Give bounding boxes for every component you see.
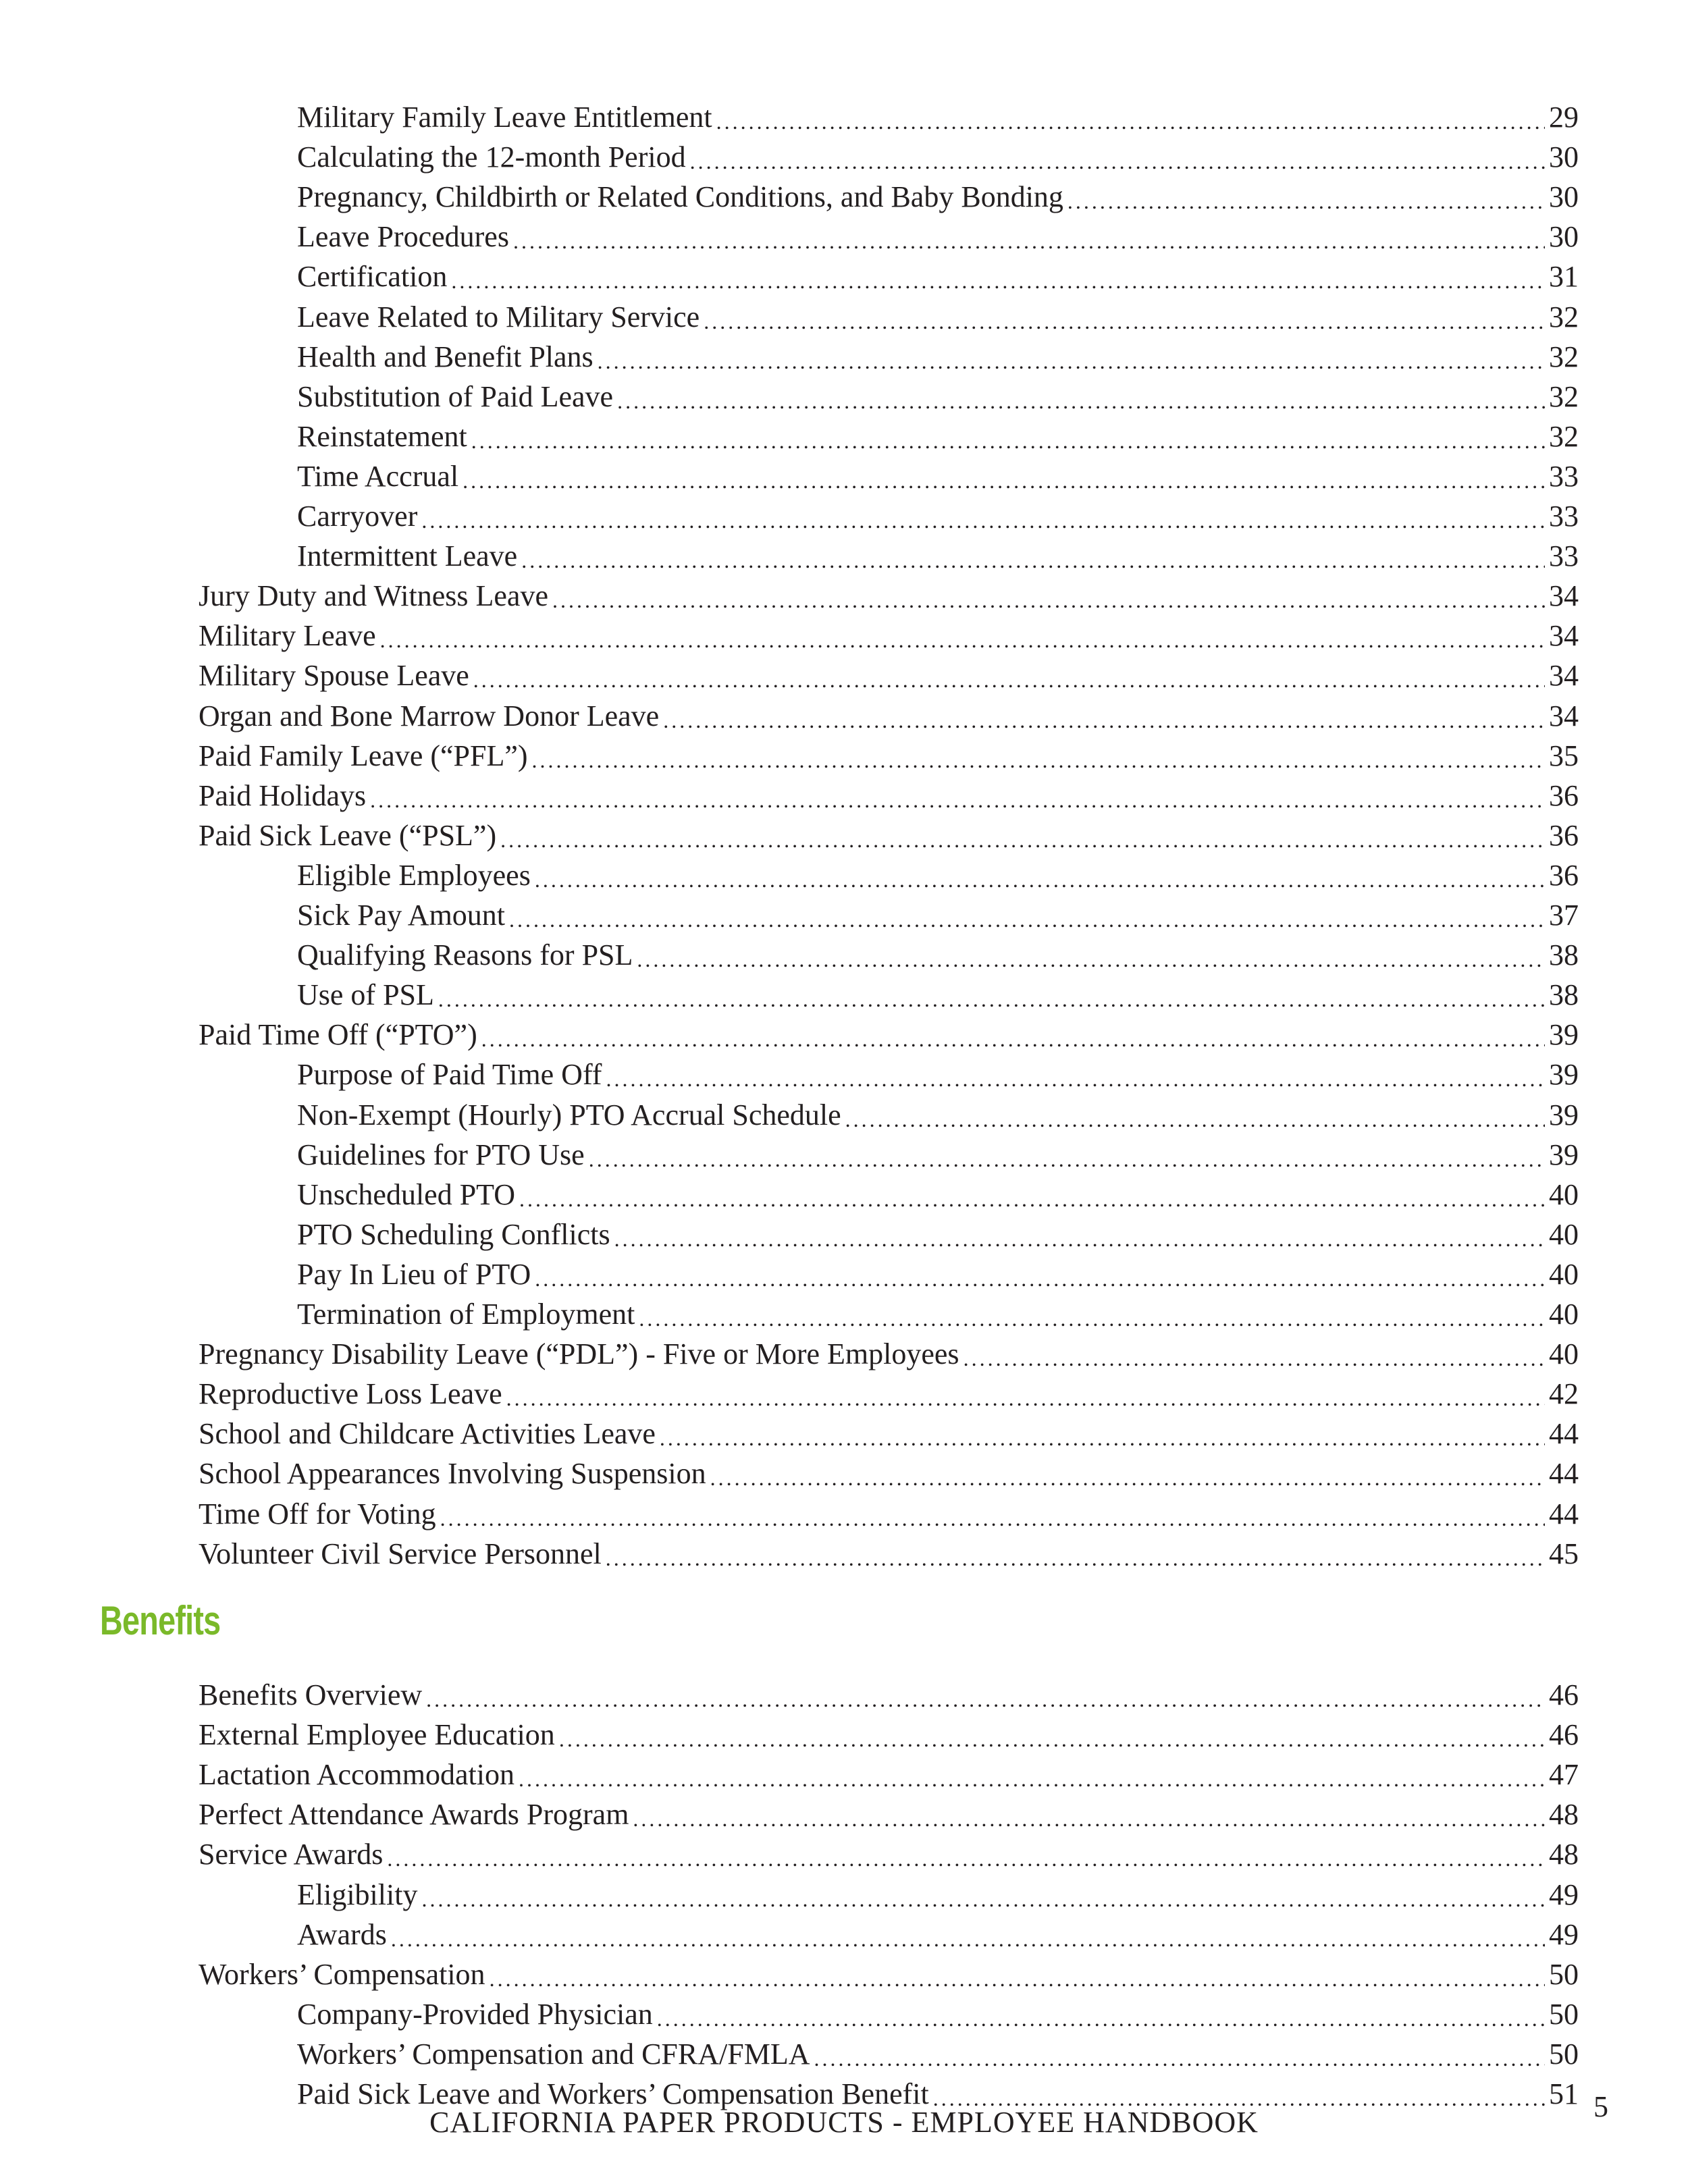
dot-leader: [845, 1109, 1545, 1130]
toc-entry[interactable]: [0, 650, 1579, 691]
toc-entry-page: 40: [1549, 1177, 1579, 1211]
toc-entry-page: 34: [1549, 579, 1579, 613]
toc-entry-page: 44: [1549, 1417, 1579, 1451]
toc-entry-label: Purpose of Paid Time Off: [297, 1058, 602, 1092]
toc-entry-page: 31: [1549, 260, 1579, 294]
toc-entry[interactable]: [0, 132, 1579, 172]
dot-leader: [471, 430, 1545, 452]
toc-entry-page: 32: [1549, 340, 1579, 373]
toc-entry[interactable]: [0, 1989, 1579, 2029]
dot-leader: [438, 988, 1545, 1010]
dot-leader: [380, 629, 1545, 651]
toc-entry-page: 30: [1549, 140, 1579, 174]
toc-entry[interactable]: [0, 1909, 1579, 1950]
toc-entry-label: Non-Exempt (Hourly) PTO Accrual Schedule: [297, 1098, 841, 1131]
toc-entry-label: Paid Holidays: [199, 778, 367, 812]
dot-leader: [519, 1188, 1545, 1210]
dot-leader: [532, 749, 1545, 771]
toc-entry[interactable]: [0, 1949, 1579, 1990]
dot-leader: [421, 1888, 1545, 1910]
toc-entry[interactable]: [0, 331, 1579, 372]
toc-entry[interactable]: [0, 1709, 1579, 1750]
toc-entry-page: 34: [1549, 659, 1579, 693]
toc-entry[interactable]: [0, 1448, 1579, 1489]
toc-entry[interactable]: [0, 171, 1579, 212]
toc-entry-page: 50: [1549, 2037, 1579, 2071]
dot-leader: [490, 1968, 1545, 1990]
toc-entry-label: Calculating the 12-month Period: [297, 140, 686, 174]
toc-entry-label: Perfect Attendance Awards Program: [199, 1798, 629, 1832]
toc-entry[interactable]: [0, 92, 1579, 132]
toc-entry[interactable]: [0, 969, 1579, 1010]
toc-entry-label: Paid Sick Leave and Workers’ Compensation Benefit: [297, 2077, 929, 2110]
toc-entry-page: 39: [1549, 1098, 1579, 1131]
dot-leader: [660, 1427, 1545, 1449]
toc-entry-page: 45: [1549, 1537, 1579, 1570]
toc-entry-page: 33: [1549, 459, 1579, 493]
dot-leader: [387, 1848, 1545, 1869]
toc-entry[interactable]: [0, 491, 1579, 531]
toc-entry-label: Workers’ Compensation: [199, 1957, 485, 1991]
toc-entry-label: Volunteer Civil Service Personnel: [199, 1537, 602, 1570]
toc-entry-page: 49: [1549, 1917, 1579, 1951]
dot-leader: [589, 1148, 1545, 1170]
toc-entry-page: 34: [1549, 699, 1579, 733]
toc-entry-label: Organ and Bone Marrow Donor Leave: [199, 699, 660, 733]
toc-entry[interactable]: [0, 1829, 1579, 1869]
toc-entry-page: 35: [1549, 739, 1579, 772]
dot-leader: [421, 510, 1545, 531]
dot-leader: [637, 949, 1545, 970]
toc-entry-page: 38: [1549, 978, 1579, 1012]
toc-entry-page: 30: [1549, 180, 1579, 214]
toc-entry[interactable]: [0, 691, 1579, 731]
toc-entry-label: Certification: [297, 260, 448, 294]
toc-entry-label: Military Leave: [199, 619, 376, 653]
toc-entry[interactable]: [0, 1090, 1579, 1130]
toc-entry-page: 46: [1549, 1718, 1579, 1752]
toc-entry-page: 33: [1549, 500, 1579, 533]
toc-entry[interactable]: [0, 1489, 1579, 1529]
toc-entry[interactable]: [0, 292, 1579, 332]
toc-entry-label: Military Spouse Leave: [199, 659, 469, 693]
toc-entry[interactable]: [0, 1749, 1579, 1790]
toc-entry[interactable]: [0, 930, 1579, 970]
dot-leader: [657, 2008, 1545, 2029]
toc-entry-label: Eligible Employees: [297, 858, 531, 892]
toc-entry-page: 39: [1549, 1138, 1579, 1171]
dot-leader: [690, 151, 1545, 172]
toc-entry-label: Paid Time Off (“PTO”): [199, 1018, 477, 1052]
toc-entry-label: Guidelines for PTO Use: [297, 1138, 585, 1171]
toc-entry-label: Reproductive Loss Leave: [199, 1377, 502, 1411]
toc-entry-label: Qualifying Reasons for PSL: [297, 938, 633, 972]
toc-entry-page: 49: [1549, 1877, 1579, 1911]
dot-leader: [535, 869, 1545, 890]
toc-entry-label: Time Off for Voting: [199, 1497, 436, 1530]
toc-entry-label: Leave Related to Military Service: [297, 300, 700, 334]
dot-leader: [1067, 190, 1545, 212]
toc-entry-page: 36: [1549, 778, 1579, 812]
dot-leader: [552, 589, 1545, 611]
toc-entry[interactable]: [0, 371, 1579, 412]
toc-entry-label: Awards: [297, 1917, 387, 1951]
dot-leader: [704, 311, 1545, 332]
dot-leader: [440, 1508, 1545, 1529]
toc-entry-page: 40: [1549, 1337, 1579, 1371]
toc-entry[interactable]: [0, 1329, 1579, 1369]
toc-entry-label: Reinstatement: [297, 419, 467, 453]
toc-entry-page: 48: [1549, 1838, 1579, 1871]
toc-entry-page: 30: [1549, 220, 1579, 254]
toc-entry-label: Intermittent Leave: [297, 539, 518, 573]
toc-entry[interactable]: [0, 1169, 1579, 1210]
toc-entry[interactable]: [0, 2029, 1579, 2069]
toc-entry[interactable]: [0, 1209, 1579, 1250]
toc-entry[interactable]: [0, 1528, 1579, 1569]
toc-entry[interactable]: [0, 1049, 1579, 1090]
toc-entry-page: 32: [1549, 300, 1579, 334]
toc-entry[interactable]: [0, 1408, 1579, 1449]
toc-entry-label: Eligibility: [297, 1877, 418, 1911]
toc-entry[interactable]: [0, 1869, 1579, 1910]
toc-entry-label: Company-Provided Physician: [297, 1997, 653, 2031]
toc-entry-label: Benefits Overview: [199, 1678, 423, 1711]
toc-entry-page: 42: [1549, 1377, 1579, 1411]
dot-leader: [513, 230, 1545, 252]
toc-entry[interactable]: [0, 1670, 1579, 1710]
dot-leader: [451, 270, 1545, 292]
toc-entry[interactable]: [0, 2069, 1579, 2109]
toc-entry-label: School Appearances Involving Suspension: [199, 1457, 706, 1491]
dot-leader: [509, 909, 1545, 930]
toc-entry[interactable]: [0, 1009, 1579, 1050]
toc-entry[interactable]: [0, 770, 1579, 811]
dot-leader: [473, 669, 1545, 691]
toc-entry[interactable]: [0, 211, 1579, 252]
toc-entry-page: 38: [1549, 938, 1579, 972]
toc-entry-label: Termination of Employment: [297, 1298, 635, 1331]
section-heading-benefits: Benefits: [100, 1598, 221, 1643]
dot-leader: [617, 390, 1545, 412]
toc-entry-label: Health and Benefit Plans: [297, 340, 594, 373]
toc-entry-page: 51: [1549, 2077, 1579, 2110]
toc-entry-page: 32: [1549, 419, 1579, 453]
toc-entry-page: 37: [1549, 899, 1579, 932]
footer-title: CALIFORNIA PAPER PRODUCTS - EMPLOYEE HANDBOOK: [429, 2106, 1259, 2139]
toc-entry-page: 46: [1549, 1678, 1579, 1711]
dot-leader: [506, 1387, 1545, 1409]
toc-entry-page: 40: [1549, 1257, 1579, 1291]
toc-entry[interactable]: [0, 251, 1579, 292]
toc-entry-label: Service Awards: [199, 1838, 384, 1871]
dot-leader: [370, 789, 1545, 811]
dot-leader: [606, 1547, 1545, 1569]
toc-entry-page: 44: [1549, 1497, 1579, 1530]
toc-entry[interactable]: [0, 850, 1579, 890]
toc-entry[interactable]: [0, 1789, 1579, 1830]
dot-leader: [614, 1228, 1545, 1250]
toc-entry[interactable]: [0, 1289, 1579, 1329]
toc-entry-label: Sick Pay Amount: [297, 899, 506, 932]
dot-leader: [559, 1728, 1545, 1750]
dot-leader: [500, 829, 1545, 851]
toc-entry-label: School and Childcare Activities Leave: [199, 1417, 656, 1451]
toc-entry[interactable]: [0, 1129, 1579, 1170]
dot-leader: [606, 1068, 1545, 1090]
toc-entry-page: 36: [1549, 858, 1579, 892]
toc-entry-page: 47: [1549, 1758, 1579, 1792]
toc-entry-page: 48: [1549, 1798, 1579, 1832]
toc-entry-page: 50: [1549, 1957, 1579, 1991]
toc-entry-label: Unscheduled PTO: [297, 1177, 516, 1211]
toc-entry-page: 40: [1549, 1298, 1579, 1331]
dot-leader: [716, 111, 1545, 132]
toc-entry[interactable]: [0, 730, 1579, 771]
toc-entry-label: Pregnancy, Childbirth or Related Conditions, and Baby Bonding: [297, 180, 1063, 214]
toc-entry-page: 32: [1549, 379, 1579, 413]
dot-leader: [481, 1028, 1545, 1050]
dot-leader: [535, 1268, 1545, 1289]
toc-entry-label: PTO Scheduling Conflicts: [297, 1217, 610, 1251]
dot-leader: [710, 1467, 1545, 1489]
dot-leader: [814, 2048, 1546, 2069]
toc-entry[interactable]: [0, 610, 1579, 651]
dot-leader: [639, 1308, 1545, 1329]
dot-leader: [463, 470, 1545, 491]
toc-entry-page: 40: [1549, 1217, 1579, 1251]
toc-entry-page: 34: [1549, 619, 1579, 653]
toc-entry[interactable]: [0, 810, 1579, 851]
dot-leader: [663, 710, 1545, 731]
toc-entry[interactable]: [0, 411, 1579, 452]
toc-entry-label: Leave Procedures: [297, 220, 509, 254]
toc-entry-page: 39: [1549, 1018, 1579, 1052]
toc-entry-label: Pregnancy Disability Leave (“PDL”) - Five or More Employees: [199, 1337, 959, 1371]
toc-entry-label: Paid Sick Leave (“PSL”): [199, 818, 497, 852]
dot-leader: [521, 550, 1545, 571]
dot-leader: [633, 1808, 1545, 1830]
toc-entry-page: 50: [1549, 1997, 1579, 2031]
dot-leader: [426, 1688, 1545, 1710]
dot-leader: [598, 350, 1545, 372]
toc-entry-label: Paid Family Leave (“PFL”): [199, 739, 528, 772]
toc-entry[interactable]: [0, 890, 1579, 930]
toc-entry-label: Jury Duty and Witness Leave: [199, 579, 548, 613]
toc-entry[interactable]: [0, 451, 1579, 491]
toc-entry-label: Time Accrual: [297, 459, 459, 493]
toc-entry-page: 33: [1549, 539, 1579, 573]
toc-entry-page: 44: [1549, 1457, 1579, 1491]
toc-entry-page: 39: [1549, 1058, 1579, 1092]
toc-entry-label: Military Family Leave Entitlement: [297, 101, 712, 134]
toc-entry[interactable]: [0, 531, 1579, 571]
toc-entry-label: External Employee Education: [199, 1718, 555, 1752]
toc-entry-page: 36: [1549, 818, 1579, 852]
toc-entry-label: Substitution of Paid Leave: [297, 379, 614, 413]
page-number: 5: [1593, 2090, 1608, 2123]
dot-leader: [519, 1768, 1545, 1790]
toc-entry-label: Carryover: [297, 500, 418, 533]
toc-entry-label: Use of PSL: [297, 978, 434, 1012]
toc-entry-label: Pay In Lieu of PTO: [297, 1257, 531, 1291]
dot-leader: [964, 1348, 1545, 1369]
dot-leader: [391, 1928, 1545, 1950]
toc-entry-label: Workers’ Compensation and CFRA/FMLA: [297, 2037, 810, 2071]
toc-entry-label: Lactation Accommodation: [199, 1758, 515, 1792]
toc-entry[interactable]: [0, 1249, 1579, 1289]
toc-entry[interactable]: [0, 570, 1579, 611]
toc-entry[interactable]: [0, 1368, 1579, 1409]
toc-entry-page: 29: [1549, 101, 1579, 134]
